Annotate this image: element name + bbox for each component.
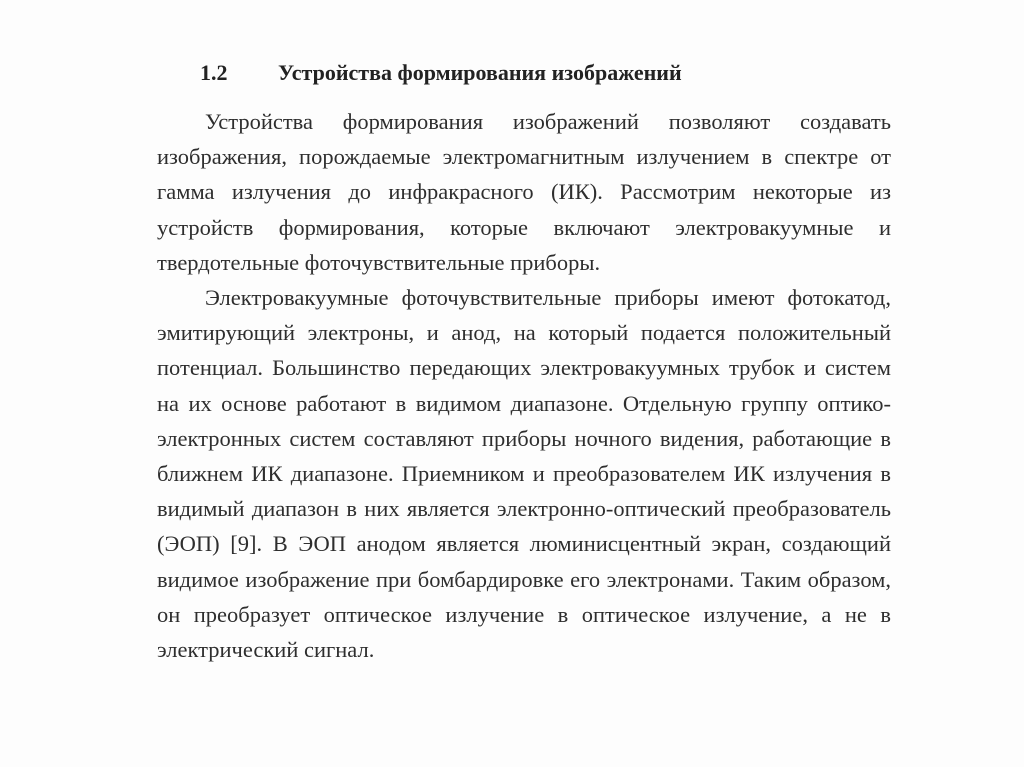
paragraph-1: Устройства формирования изображений позволяют создавать изображения, порождаемые электромагнитным излучением в спектре от гамма излучения до инфракрасного (ИК). Рассмотрим некоторые из устройств формирования, которые включают электровакуумные и твердотельные фоточувствительные приборы. [157,109,891,275]
section-number: 1.2 [200,60,228,85]
body-text [157,104,891,667]
section-title: Устройства формирования изображений [278,60,682,85]
section-heading [200,60,682,86]
paragraph-2: Электровакуумные фоточувствительные приборы имеют фотокатод, эмитирующий электроны, и анод, на который подается положительный потенциал. Большинство передающих электровакуумных трубок и систем на их основе работают в видимом диапазоне. Отдельную группу оптико-электронных систем составляют приборы ночного видения, работающие в ближнем ИК диапазоне. Приемником и преобразователем ИК излучения в видимый диапазон в них является электронно-оптический преобразователь (ЭОП) [9]. В ЭОП анодом является люминисцентный экран, создающий видимое изображение при бомбардировке его электронами. Таким образом, он преобразует оптическое излучение в оптическое излучение, а не в электрический сигнал. [157,285,891,663]
